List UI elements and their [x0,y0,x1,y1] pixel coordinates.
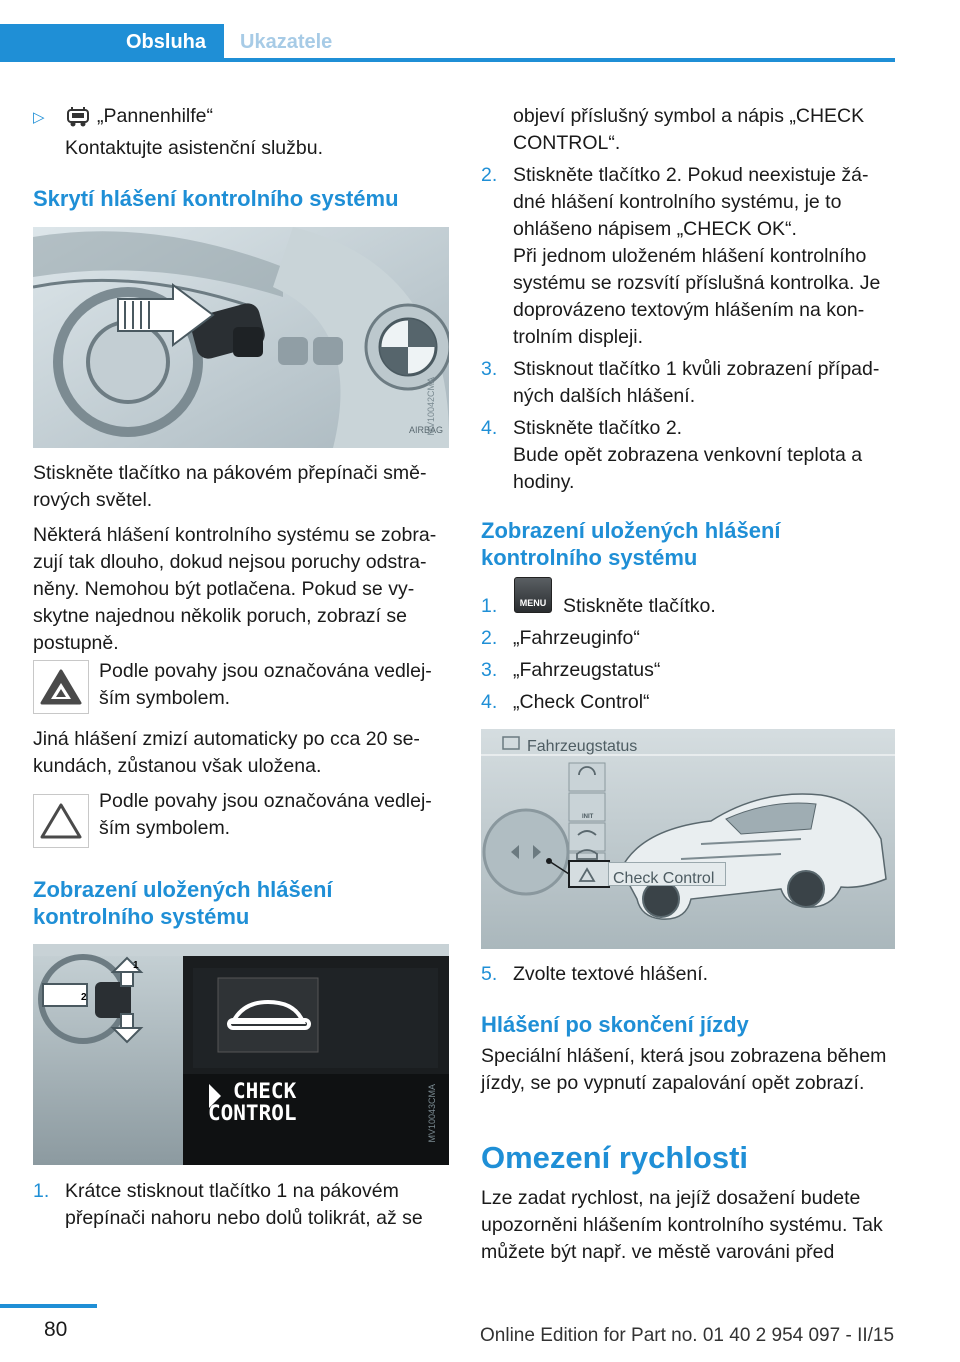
item4-line1: Stiskněte tlačítko 2. [513,417,683,439]
item3-line1: Stisknout tlačítko 1 kvůli zobrazení případ‐ [513,358,880,380]
item2-line3: ohlášeno nápisem „CHECK OK“. [513,218,797,240]
fig2-code: MV10043CMA [427,1084,437,1143]
step2-number: 2. [481,627,498,649]
speed-line2: upozorněni hlášením kontrolního systému. Tak [481,1214,883,1236]
para3-line1: Jiná hlášení zmizí automaticky po cca 20 se‐ [33,728,420,750]
item1-number: 1. [33,1180,50,1202]
para2-line5: postupně. [33,632,119,654]
steering-lever-figure [33,227,449,448]
note1-line1: Podle povahy jsou označována vedlej‐ [99,660,432,682]
speed-line3: můžete být např. ve městě varováni před [481,1241,835,1263]
left-column [33,0,451,1300]
pannenhilfe-title: „Pannenhilfe“ [97,105,213,127]
fig2-check-line1: CHECK [233,1079,297,1103]
item1-line2: přepínači nahoru nebo dolů tolikrát, až se [65,1207,423,1229]
cont-line2: CONTROL“. [513,132,621,154]
step4-number: 4. [481,691,498,713]
check-control-figure [33,944,449,1165]
item2-line2: dné hlášení kontrolního systému, je to [513,191,842,213]
heading-end-of-drive: Hlášení po skončení jízdy [481,1012,749,1037]
edition-text: Online Edition for Part no. 01 40 2 954 097 - II/15 [480,1325,895,1346]
warning-triangle-filled-icon [34,661,88,713]
fahrzeugstatus-screen-figure [481,729,895,949]
para1-line1: Stiskněte tlačítko na pákovém přepínači smě‐ [33,462,427,484]
tow-truck-icon [66,106,90,128]
para1-line2: rových světel. [33,489,153,511]
step5-number: 5. [481,963,498,985]
heading-speed-limit: Omezení rychlosti [481,1140,749,1175]
note2-line1: Podle povahy jsou označována vedlej‐ [99,790,432,812]
footer-rule [0,1304,97,1308]
note1-line2: ším symbolem. [99,687,231,709]
screen-init-label: INIT [582,814,594,820]
heading-hide-messages: Skrytí hlášení kontrolního systému [33,186,399,211]
pannenhilfe-text: Kontaktujte asistenční službu. [65,137,323,159]
bullet-marker: ▷ [33,109,45,126]
tab-obsluha-label: Obsluha [125,31,206,53]
menu-button [514,577,552,613]
tab-ukazatele-label: Ukazatele [240,31,333,53]
menu-button-label: MENU [519,598,547,608]
item4-number: 4. [481,417,498,439]
screen-title: Fahrzeugstatus [527,738,638,755]
fig1-airbag-label: AIRBAG [408,425,443,435]
heading-stored-right-l1: Zobrazení uložených hlášení [481,518,781,543]
fig1-code: MV10042CMA [426,377,436,436]
warning-outline-box [33,794,89,848]
screen-check-control-label: Check Control [613,870,715,887]
step1-text: Stiskněte tlačítko. [563,595,716,617]
item2-number: 2. [481,164,498,186]
speed-line1: Lze zadat rychlost, na jejíž dosažení budete [481,1187,861,1209]
right-column [481,0,895,1300]
fig2-check-line2: CONTROL [208,1101,297,1125]
step4-text: „Check Control“ [513,691,650,713]
para2-line2: zují tak dlouho, dokud nejsou poruchy odstra‐ [33,551,427,573]
item3-line2: ných dalších hlášení. [513,385,696,407]
fig2-label-1: 1 [133,960,139,971]
para3-line2: kundách, zůstanou však uložena. [33,755,322,777]
item2b-line4: trolním displeji. [513,326,644,348]
step3-number: 3. [481,659,498,681]
note2-line2: ším symbolem. [99,817,231,839]
warning-filled-box [33,660,89,714]
para2-line1: Některá hlášení kontrolního systému se zobra‐ [33,524,437,546]
item2b-line1: Při jednom uloženém hlášení kontrolního [513,245,867,267]
para2-line4: skytne najednou několik poruch, zobrazí se [33,605,407,627]
step3-text: „Fahrzeugstatus“ [513,659,661,681]
step1-number: 1. [481,595,498,617]
step2-text: „Fahrzeuginfo“ [513,627,640,649]
item3-number: 3. [481,358,498,380]
end-line1: Speciální hlášení, která jsou zobrazena během [481,1045,887,1067]
fig2-label-2: 2 [81,992,87,1003]
item2-line1: Stiskněte tlačítko 2. Pokud neexistuje žá‐ [513,164,869,186]
item2b-line2: systému se rozsvítí příslušná kontrolka. Je [513,272,881,294]
heading-stored-left-l2: kontrolního systému [33,904,250,929]
end-line2: jízdy, se po vypnutí zapalování opět zobrazí. [481,1072,865,1094]
item1-line1: Krátce stisknout tlačítko 1 na pákovém [65,1180,399,1202]
item4b-line2: hodiny. [513,471,575,493]
warning-triangle-outline-icon [34,795,88,847]
heading-stored-right-l2: kontrolního systému [481,545,698,570]
screen-check-control-item [608,862,726,886]
item4b-line1: Bude opět zobrazena venkovní teplota a [513,444,863,466]
page-number: 80 [44,1318,68,1341]
step5-text: Zvolte textové hlášení. [513,963,709,985]
para2-line3: něny. Nemohou být potlačena. Pokud se vy‐ [33,578,415,600]
item2b-line3: doprovázeno textovým hlášením na kon‐ [513,299,865,321]
heading-stored-left-l1: Zobrazení uložených hlášení [33,877,333,902]
cont-line1: objeví příslušný symbol a nápis „CHECK [513,105,865,127]
